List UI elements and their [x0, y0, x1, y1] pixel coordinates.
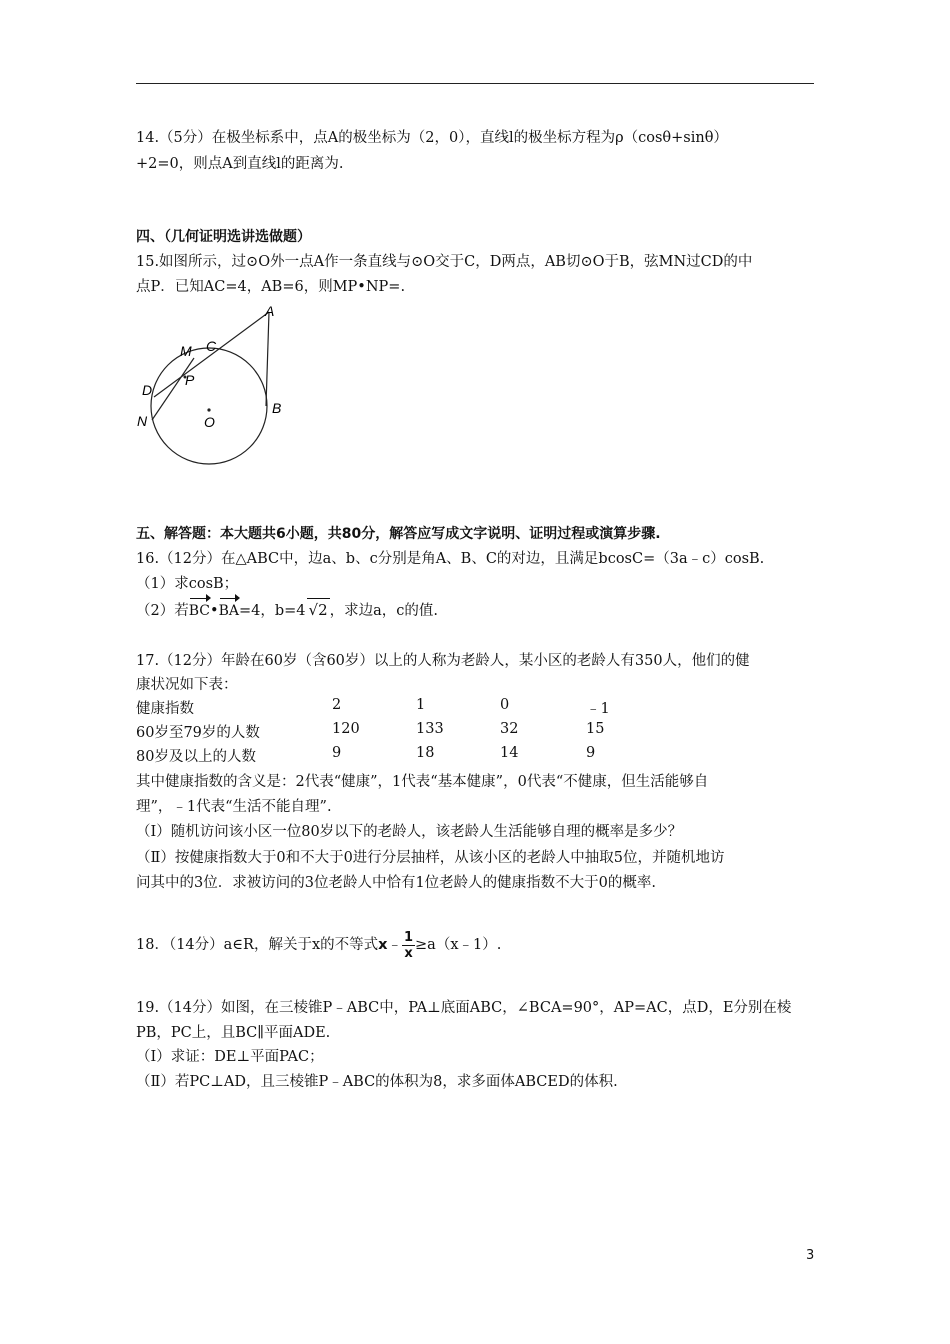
header-rule [136, 83, 814, 84]
fraction-1-over-x [402, 930, 415, 961]
q17-line3: 其中健康指数的含义是：2代表“健康”，1代表“基本健康”，0代表“不健康，但生活能够自 [136, 774, 709, 790]
q16-part2-pre: （2）若 [136, 603, 189, 619]
q17-part2b: 问其中的3位．求被访问的3位老龄人中恰有1位老龄人的健康指数不大于0的概率. [136, 875, 657, 891]
table-cell: 15 [586, 721, 605, 737]
q17-part2a: （Ⅱ）按健康指数大于0和不大于0进行分层抽样，从该小区的老龄人中抽取5位，并随机地访 [136, 850, 725, 866]
q15-line2: 点P．已知AC=4，AB=6，则MP•NP=. [136, 279, 406, 295]
table-cell: ﹣1 [586, 701, 610, 717]
q17-line2: 康状况如下表： [136, 677, 238, 693]
label-a: A [265, 303, 275, 319]
table-row [136, 745, 736, 769]
q16-line1: 16.（12分）在△ABC中，边a、b、c分别是角A、B、C的对边，且满足bcosC=（3a﹣c）cosB. [136, 551, 765, 567]
q17-line1: 17.（12分）年龄在60岁（含60岁）以上的人称为老龄人，某小区的老龄人有350人，他们的健 [136, 653, 750, 669]
vector-ba: BA [219, 598, 239, 622]
table-cell: 18 [416, 745, 435, 761]
q16-part1: （1）求cosB； [136, 576, 239, 592]
q16-part2-post: ，求边a，c的值. [329, 603, 438, 619]
secant-adc [154, 312, 269, 397]
circle-o [151, 348, 267, 464]
q18-x: x [378, 937, 388, 953]
table-row [136, 697, 736, 721]
q17-part1: （Ⅰ）随机访问该小区一位80岁以下的老龄人，该老龄人生活能够自理的概率是多少？ [136, 824, 683, 840]
health-table [136, 697, 736, 769]
sqrt-arg: 2 [318, 601, 328, 619]
table-row [136, 721, 736, 745]
section5-heading: 五、解答题：本大题共6小题，共80分，解答应写成文字说明、证明过程或演算步骤. [136, 526, 661, 542]
vector-bc: BC [189, 598, 210, 622]
table-cell: 32 [500, 721, 519, 737]
table-cell: 60岁至79岁的人数 [136, 725, 260, 741]
label-o: O [204, 414, 215, 430]
q15-line1: 15.如图所示，过⊙O外一点A作一条直线与⊙O交于C，D两点，AB切⊙O于B，弦MN过CD的中 [136, 254, 753, 270]
q14-line2: +2=0，则点A到直线l的距离为. [136, 156, 344, 172]
q19-line2: PB，PC上，且BC∥平面ADE. [136, 1025, 331, 1041]
q16-part2-mid: =4，b=4 [238, 603, 306, 619]
section4-heading: 四、（几何证明选讲选做题） [136, 229, 311, 245]
q18-line [136, 928, 501, 962]
center-dot [207, 408, 210, 411]
q19-part2: （Ⅱ）若PC⊥AD，且三棱锥P﹣ABC的体积为8，求多面体ABCED的体积. [136, 1074, 618, 1090]
tangent-ab [266, 312, 269, 406]
q18-post: ≥a（x﹣1）. [415, 937, 502, 953]
chord-mn [152, 358, 194, 420]
table-cell: 2 [332, 697, 342, 713]
table-cell: 14 [500, 745, 519, 761]
table-cell: 健康指数 [136, 701, 194, 717]
q19-part1: （Ⅰ）求证：DE⊥平面PAC； [136, 1049, 324, 1065]
page-number: 3 [806, 1248, 815, 1263]
label-d: D [142, 382, 153, 398]
label-m: M [180, 343, 192, 359]
label-c: C [206, 338, 217, 354]
q17-line4: 理”，﹣1代表“生活不能自理”. [136, 799, 332, 815]
table-cell: 9 [332, 745, 342, 761]
sqrt-radicand: √2 [307, 598, 330, 621]
fraction-numerator: 1 [403, 929, 414, 945]
q18-minus: ﹣ [387, 937, 402, 953]
table-cell: 1 [416, 697, 426, 713]
table-cell: 120 [332, 721, 360, 737]
table-cell: 80岁及以上的人数 [136, 749, 256, 765]
table-cell: 0 [500, 697, 510, 713]
label-b: B [272, 400, 282, 416]
q19-line1: 19.（14分）如图，在三棱锥P﹣ABC中，PA⊥底面ABC，∠BCA=90°，AP=AC，点D，E分别在棱 [136, 1000, 792, 1016]
q15-circle-figure [132, 300, 302, 480]
table-cell: 133 [416, 721, 444, 737]
q18-pre: 18．（14分）a∈R，解关于x的不等式 [136, 937, 379, 953]
dot-operator: • [210, 603, 219, 619]
label-n: N [137, 413, 148, 429]
q14-line1: 14.（5分）在极坐标系中，点A的极坐标为（2，0），直线l的极坐标方程为ρ（cosθ+sinθ） [136, 130, 728, 146]
label-p: P [185, 372, 195, 388]
table-cell: 9 [586, 745, 596, 761]
q16-part2 [136, 598, 438, 622]
fraction-denominator: x [404, 945, 413, 961]
